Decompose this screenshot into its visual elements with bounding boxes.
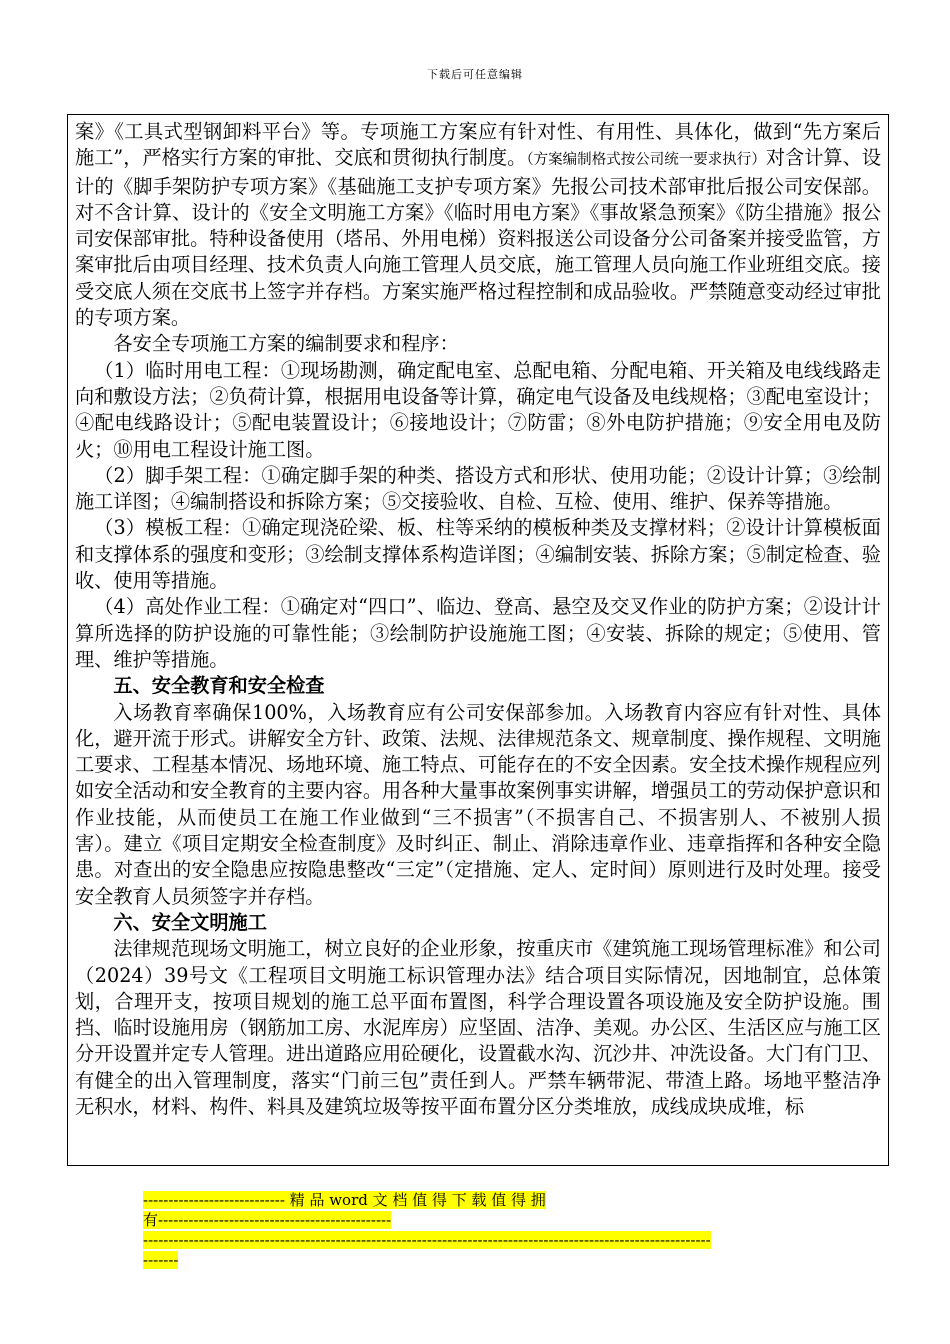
document-body [67,114,889,1166]
page-header: 下载后可任意编辑 [427,68,523,81]
page-footer [143,1190,805,1270]
footer-line-3: ---------------------------------------------------------------------------------------------------------------- [143,1231,711,1249]
footer-line-4: ------- [143,1251,179,1269]
section-heading-civilized-construction: 六、安全文明施工 [113,910,267,934]
list-item-work-at-height: （4）高处作业工程：①确定对“四口”、临边、登高、悬空及交叉作业的防护方案；②设计计算所选择的防护设施的可靠性能；③绘制防护设施施工图；④安装、拆除的规定；⑤使用、管理、维护等措施。 [75,595,881,671]
paragraph-civilized-construction: 法律规范现场文明施工，树立良好的企业形象，按重庆市《建筑施工现场管理标准》和公司（2024）39号文《工程项目文明施工标识管理办法》结合项目实际情况，因地制宜，总体策划，合理开支，按项目规划的施工总平面布置图，科学合理设置各项设施及安全防护设施。围挡、临时设施用房（钢筋加工房、水泥库房）应坚固、洁净、美观。办公区、生活区应与施工区分开设置并定专人管理。进出道路应用砼硬化，设置截水沟、沉沙井、冲洗设备。大门有门卫、有健全的出入管理制度，落实“门前三包”责任到人。严禁车辆带泥、带渣上路。场地平整洁净无积水，材料、构件、料具及建筑垃圾等按平面布置分区分类堆放，成线成块成堆，标 [75,937,881,1118]
paragraph-safety-education: 入场教育率确保100%，入场教育应有公司安保部参加。入场教育内容应有针对性、具体化，避开流于形式。讲解安全方针、政策、法规、法律规范条文、规章制度、操作规程、文明施工要求、工程基本情况、场地环境、施工特点、可能存在的不安全因素。安全技术操作规程应列如安全活动和安全教育的主要内容。用各种大量事故案例事实讲解，增强员工的劳动保护意识和作业技能，从而使员工在施工作业做到“三不损害”（不损害自己、不损害别人、不被别人损害）。建立《项目定期安全检查制度》及时纠正、制止、消除违章作业、违章指挥和各种安全隐患。对查出的安全隐患应按隐患整改“三定”（定措施、定人、定时间）原则进行及时处理。接受安全教育人员须签字并存档。 [75,700,881,908]
paragraph-plan-approval: 案》《工具式型钢卸料平台》等。专项施工方案应有针对性、有用性、具体化，做到“先方案后施工”，严格实行方案的审批、交底和贯彻执行制度。（方案编制格式按公司统一要求执行）对含计算、设计的《脚手架防护专项方案》《基础施工支护专项方案》先报公司技术部审批后报公司安保部。对不含计算、设计的《安全文明施工方案》《临时用电方案》《事故紧急预案》《防尘措施》报公司安保部审批。特种设备使用（塔吊、外用电梯）资料报送公司设备分公司备案并接受监管，方案审批后由项目经理、技术负责人向施工管理人员交底，施工管理人员向施工作业班组交底。接受交底人须在交底书上签字并存档。方案实施严格过程控制和成品验收。严禁随意变动经过审批的专项方案。 [75,120,882,330]
paragraph-requirements-intro: 各安全专项施工方案的编制要求和程序： [113,332,459,356]
footer-line-1: ---------------------------- 精 品 word 文 档 值 得 下 载 值 得 拥 [143,1191,546,1209]
format-note: （方案编制格式按公司统一要求执行） [526,152,766,169]
footer-line-2: 有---------------------------------------------- [143,1211,392,1229]
section-heading-education: 五、安全教育和安全检查 [113,674,325,698]
list-item-formwork: （3）模板工程：①确定现浇砼梁、板、柱等采纳的模板种类及支撑材料；②设计计算模板面和支撑体系的强度和变形；③绘制支撑体系构造详图；④编制安装、拆除方案；⑤制定检查、验收、使用等措施。 [75,516,881,593]
list-item-temporary-power: （1）临时用电工程：①现场勘测，确定配电室、总配电箱、分配电箱、开关箱及电线线路走向和敷设方法；②负荷计算，根据用电设备等计算，确定电气设备及电线规格；③配电室设计；④配电线路设计；⑤配电装置设计；⑥接地设计；⑦防雷；⑧外电防护措施；⑨安全用电及防火；⑩用电工程设计施工图。 [75,358,881,461]
list-item-scaffolding: （2）脚手架工程：①确定脚手架的种类、搭设方式和形状、使用功能；②设计计算；③绘制施工详图；④编制搭设和拆除方案；⑤交接验收、自检、互检、使用、维护、保养等措施。 [75,463,881,514]
